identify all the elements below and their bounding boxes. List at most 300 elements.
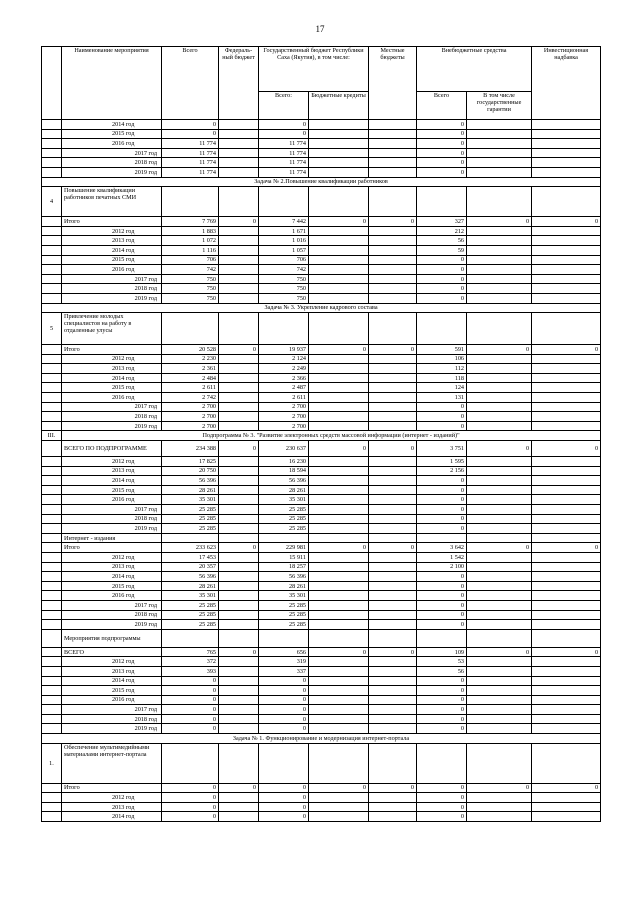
invest-value: 0	[532, 647, 601, 657]
task-title: Задача № 2.Повышение квалификации работников	[42, 177, 601, 187]
local-value	[369, 514, 417, 524]
year-row	[42, 505, 601, 515]
credits-value	[309, 812, 369, 822]
row-number	[42, 783, 62, 793]
year-label: 2016 год	[62, 495, 162, 505]
offbudget-value: 0	[417, 158, 467, 168]
header-state-credits: Бюджетные кредиты	[309, 92, 369, 120]
credits-value	[309, 581, 369, 591]
guarantee-value	[467, 524, 532, 534]
state-value: 28 261	[259, 485, 309, 495]
total-value: 765	[162, 647, 219, 657]
year-row	[42, 354, 601, 364]
total-label: Итого	[62, 783, 162, 793]
header-off-guarantee: В том числе государственные гарантии	[467, 92, 532, 120]
subprogram-row	[42, 431, 601, 441]
credits-value	[309, 476, 369, 486]
federal-value	[219, 293, 259, 303]
total-row	[42, 345, 601, 355]
credits-value	[309, 393, 369, 403]
measure-name: Повышение квалификации работников печатных СМИ	[62, 187, 162, 217]
row-number	[42, 284, 62, 294]
local-value	[369, 676, 417, 686]
empty-cell	[219, 533, 259, 543]
offbudget-value: 0	[417, 572, 467, 582]
row-number	[42, 412, 62, 422]
state-value: 25 285	[259, 524, 309, 534]
state-value: 15 911	[259, 552, 309, 562]
state-value: 750	[259, 284, 309, 294]
guarantee-value	[467, 421, 532, 431]
year-row	[42, 148, 601, 158]
year-row	[42, 274, 601, 284]
total-value: 2 484	[162, 373, 219, 383]
local-value	[369, 402, 417, 412]
guarantee-value	[467, 676, 532, 686]
empty-cell	[309, 313, 369, 345]
credits-value	[309, 620, 369, 630]
year-row	[42, 265, 601, 275]
local-value	[369, 657, 417, 667]
offbudget-value: 0	[417, 600, 467, 610]
offbudget-value: 1 595	[417, 457, 467, 467]
federal-value	[219, 412, 259, 422]
guarantee-value	[467, 457, 532, 467]
credits-value	[309, 657, 369, 667]
invest-value	[532, 581, 601, 591]
local-value	[369, 705, 417, 715]
year-label: 2013 год	[62, 466, 162, 476]
local-value: 0	[369, 647, 417, 657]
federal-value	[219, 724, 259, 734]
offbudget-value: 0	[417, 610, 467, 620]
offbudget-value: 0	[417, 274, 467, 284]
state-value: 56 396	[259, 572, 309, 582]
year-row	[42, 476, 601, 486]
guarantee-value	[467, 705, 532, 715]
guarantee-value	[467, 139, 532, 149]
year-label: 2015 год	[62, 686, 162, 696]
offbudget-value: 1 542	[417, 552, 467, 562]
year-row	[42, 236, 601, 246]
year-label: 2016 год	[62, 139, 162, 149]
row-number	[42, 383, 62, 393]
empty-cell	[219, 187, 259, 217]
offbudget-value: 0	[417, 524, 467, 534]
year-label: 2012 год	[62, 657, 162, 667]
total-label: Итого	[62, 543, 162, 553]
row-number	[42, 217, 62, 227]
year-row	[42, 284, 601, 294]
guarantee-value	[467, 393, 532, 403]
total-value: 2 361	[162, 364, 219, 374]
total-value: 20 357	[162, 562, 219, 572]
federal-value	[219, 466, 259, 476]
year-label: 2013 год	[62, 236, 162, 246]
federal-value	[219, 236, 259, 246]
guarantee-value: 0	[467, 543, 532, 553]
federal-value	[219, 524, 259, 534]
year-label: 2014 год	[62, 676, 162, 686]
total-label: Итого	[62, 217, 162, 227]
row-number	[42, 524, 62, 534]
total-row	[42, 783, 601, 793]
total-value: 2 700	[162, 412, 219, 422]
invest-value	[532, 705, 601, 715]
task-row	[42, 303, 601, 313]
empty-cell	[309, 743, 369, 783]
federal-value	[219, 284, 259, 294]
local-value	[369, 354, 417, 364]
local-value: 0	[369, 217, 417, 227]
total-value: 25 285	[162, 505, 219, 515]
table-body	[42, 120, 601, 822]
credits-value: 0	[309, 783, 369, 793]
offbudget-value: 0	[417, 802, 467, 812]
state-value: 1 057	[259, 245, 309, 255]
invest-value	[532, 139, 601, 149]
state-value: 2 249	[259, 364, 309, 374]
year-row	[42, 485, 601, 495]
year-row	[42, 293, 601, 303]
federal-value	[219, 265, 259, 275]
empty-cell	[162, 187, 219, 217]
local-value	[369, 581, 417, 591]
row-number	[42, 666, 62, 676]
total-value: 0	[162, 676, 219, 686]
invest-value	[532, 572, 601, 582]
local-value: 0	[369, 441, 417, 457]
year-row	[42, 666, 601, 676]
credits-value	[309, 572, 369, 582]
year-row	[42, 793, 601, 803]
state-value: 25 285	[259, 600, 309, 610]
guarantee-value	[467, 245, 532, 255]
state-value: 2 700	[259, 412, 309, 422]
guarantee-value	[467, 572, 532, 582]
offbudget-value: 0	[417, 284, 467, 294]
empty-cell	[219, 743, 259, 783]
year-row	[42, 802, 601, 812]
header-invest: Инвестиционная надбавка	[532, 47, 601, 120]
total-value: 2 700	[162, 421, 219, 431]
section-label-row	[42, 533, 601, 543]
invest-value	[532, 354, 601, 364]
year-row	[42, 421, 601, 431]
state-value: 1 016	[259, 236, 309, 246]
row-number	[42, 421, 62, 431]
offbudget-value: 109	[417, 647, 467, 657]
row-number	[42, 364, 62, 374]
local-value	[369, 139, 417, 149]
year-label: 2017 год	[62, 402, 162, 412]
offbudget-value: 0	[417, 514, 467, 524]
credits-value: 0	[309, 345, 369, 355]
state-value: 0	[259, 695, 309, 705]
total-value: 750	[162, 274, 219, 284]
year-label: 2016 год	[62, 393, 162, 403]
total-value: 11 774	[162, 148, 219, 158]
state-value: 2 611	[259, 393, 309, 403]
local-value	[369, 485, 417, 495]
credits-value: 0	[309, 647, 369, 657]
empty-cell	[417, 533, 467, 543]
year-label: 2015 год	[62, 383, 162, 393]
empty-cell	[219, 629, 259, 647]
year-label: 2015 год	[62, 581, 162, 591]
row-number	[42, 457, 62, 467]
guarantee-value	[467, 485, 532, 495]
guarantee-value	[467, 236, 532, 246]
credits-value	[309, 495, 369, 505]
row-number	[42, 647, 62, 657]
subprogram-title: Подпрограмма № 3. "Развитие электронных средств массовой информации (интернет - изданий)"	[62, 431, 601, 441]
task-title: Задача № 3. Укрепление кадрового состава	[42, 303, 601, 313]
federal-value: 0	[219, 217, 259, 227]
offbudget-value: 327	[417, 217, 467, 227]
invest-value	[532, 591, 601, 601]
row-number	[42, 591, 62, 601]
guarantee-value	[467, 167, 532, 177]
state-value: 0	[259, 802, 309, 812]
credits-value	[309, 485, 369, 495]
header-num	[42, 47, 62, 120]
row-number	[42, 629, 62, 647]
year-label: 2019 год	[62, 293, 162, 303]
invest-value	[532, 657, 601, 667]
row-number	[42, 274, 62, 284]
empty-cell	[532, 313, 601, 345]
year-row	[42, 620, 601, 630]
total-value: 35 301	[162, 591, 219, 601]
invest-value	[532, 167, 601, 177]
guarantee-value	[467, 120, 532, 130]
year-label: 2013 год	[62, 802, 162, 812]
local-value	[369, 226, 417, 236]
state-value: 0	[259, 705, 309, 715]
guarantee-value	[467, 129, 532, 139]
task-row	[42, 734, 601, 744]
credits-value	[309, 354, 369, 364]
guarantee-value	[467, 255, 532, 265]
year-label: 2016 год	[62, 265, 162, 275]
empty-cell	[259, 187, 309, 217]
local-value	[369, 364, 417, 374]
federal-value	[219, 457, 259, 467]
credits-value	[309, 364, 369, 374]
row-number	[42, 714, 62, 724]
federal-value	[219, 274, 259, 284]
year-row	[42, 591, 601, 601]
invest-value	[532, 226, 601, 236]
year-row	[42, 466, 601, 476]
state-value: 35 301	[259, 591, 309, 601]
year-label: 2012 год	[62, 552, 162, 562]
invest-value	[532, 466, 601, 476]
year-row	[42, 129, 601, 139]
federal-value: 0	[219, 543, 259, 553]
local-value	[369, 793, 417, 803]
year-label: 2015 год	[62, 255, 162, 265]
year-label: 2016 год	[62, 591, 162, 601]
state-value: 0	[259, 714, 309, 724]
guarantee-value	[467, 620, 532, 630]
row-number	[42, 657, 62, 667]
federal-value	[219, 552, 259, 562]
invest-value	[532, 802, 601, 812]
federal-value	[219, 620, 259, 630]
local-value	[369, 600, 417, 610]
offbudget-value: 0	[417, 293, 467, 303]
row-number	[42, 793, 62, 803]
guarantee-value	[467, 158, 532, 168]
federal-value	[219, 255, 259, 265]
empty-cell	[259, 313, 309, 345]
federal-value	[219, 373, 259, 383]
credits-value	[309, 802, 369, 812]
measure-name: Обеспечение мультимедийными материалами интернет-портала	[62, 743, 162, 783]
offbudget-value: 0	[417, 167, 467, 177]
year-row	[42, 245, 601, 255]
credits-value	[309, 524, 369, 534]
local-value	[369, 457, 417, 467]
year-row	[42, 514, 601, 524]
year-label: 2019 год	[62, 724, 162, 734]
invest-value	[532, 495, 601, 505]
row-number	[42, 705, 62, 715]
empty-cell	[467, 629, 532, 647]
header-name: Наименование мероприятия	[62, 47, 162, 120]
state-value: 0	[259, 812, 309, 822]
offbudget-value: 59	[417, 245, 467, 255]
offbudget-value: 2 156	[417, 466, 467, 476]
row-number	[42, 695, 62, 705]
federal-value	[219, 572, 259, 582]
year-label: 2013 год	[62, 562, 162, 572]
row-number	[42, 293, 62, 303]
row-number	[42, 610, 62, 620]
state-value: 18 594	[259, 466, 309, 476]
guarantee-value	[467, 812, 532, 822]
guarantee-value	[467, 514, 532, 524]
credits-value	[309, 167, 369, 177]
year-label: 2018 год	[62, 412, 162, 422]
federal-value	[219, 485, 259, 495]
year-row	[42, 657, 601, 667]
credits-value	[309, 705, 369, 715]
total-value: 0	[162, 812, 219, 822]
year-row	[42, 158, 601, 168]
offbudget-value: 53	[417, 657, 467, 667]
credits-value	[309, 666, 369, 676]
local-value	[369, 274, 417, 284]
empty-cell	[417, 187, 467, 217]
offbudget-value: 0	[417, 705, 467, 715]
credits-value: 0	[309, 441, 369, 457]
task-title: Задача № 1. Функционирование и модернизация интернет-портала	[42, 734, 601, 744]
row-number	[42, 572, 62, 582]
state-value: 11 774	[259, 148, 309, 158]
state-value: 25 285	[259, 505, 309, 515]
federal-value	[219, 562, 259, 572]
credits-value	[309, 610, 369, 620]
state-value: 25 285	[259, 610, 309, 620]
year-row	[42, 600, 601, 610]
local-value	[369, 148, 417, 158]
invest-value	[532, 524, 601, 534]
guarantee-value	[467, 793, 532, 803]
federal-value	[219, 666, 259, 676]
empty-cell	[162, 313, 219, 345]
row-number	[42, 354, 62, 364]
total-label: Итого	[62, 345, 162, 355]
year-label: 2012 год	[62, 793, 162, 803]
guarantee-value: 0	[467, 441, 532, 457]
offbudget-value: 112	[417, 364, 467, 374]
state-value: 2 124	[259, 354, 309, 364]
federal-value	[219, 657, 259, 667]
invest-value	[532, 724, 601, 734]
federal-value	[219, 402, 259, 412]
federal-value	[219, 148, 259, 158]
invest-value	[532, 284, 601, 294]
offbudget-value: 0	[417, 129, 467, 139]
row-number	[42, 226, 62, 236]
year-label: 2014 год	[62, 120, 162, 130]
total-value: 0	[162, 705, 219, 715]
federal-value	[219, 802, 259, 812]
total-value: 1 072	[162, 236, 219, 246]
total-value: 0	[162, 695, 219, 705]
invest-value	[532, 373, 601, 383]
invest-value	[532, 255, 601, 265]
local-value	[369, 393, 417, 403]
credits-value	[309, 293, 369, 303]
header-total: Всего	[162, 47, 219, 120]
offbudget-value: 131	[417, 393, 467, 403]
credits-value	[309, 562, 369, 572]
federal-value	[219, 364, 259, 374]
guarantee-value	[467, 495, 532, 505]
state-value: 706	[259, 255, 309, 265]
guarantee-value	[467, 505, 532, 515]
row-number	[42, 466, 62, 476]
total-row	[42, 647, 601, 657]
credits-value	[309, 421, 369, 431]
section-label: Мероприятия подпрограммы	[62, 629, 162, 647]
row-number	[42, 543, 62, 553]
total-value: 742	[162, 265, 219, 275]
row-number	[42, 167, 62, 177]
guarantee-value	[467, 581, 532, 591]
federal-value	[219, 383, 259, 393]
local-value	[369, 714, 417, 724]
invest-value	[532, 514, 601, 524]
year-row	[42, 562, 601, 572]
local-value	[369, 167, 417, 177]
invest-value	[532, 562, 601, 572]
total-value: 706	[162, 255, 219, 265]
invest-value: 0	[532, 217, 601, 227]
credits-value	[309, 265, 369, 275]
federal-value: 0	[219, 647, 259, 657]
credits-value	[309, 402, 369, 412]
row-number	[42, 495, 62, 505]
state-value: 56 396	[259, 476, 309, 486]
year-label: 2019 год	[62, 524, 162, 534]
year-row	[42, 167, 601, 177]
state-value: 18 257	[259, 562, 309, 572]
